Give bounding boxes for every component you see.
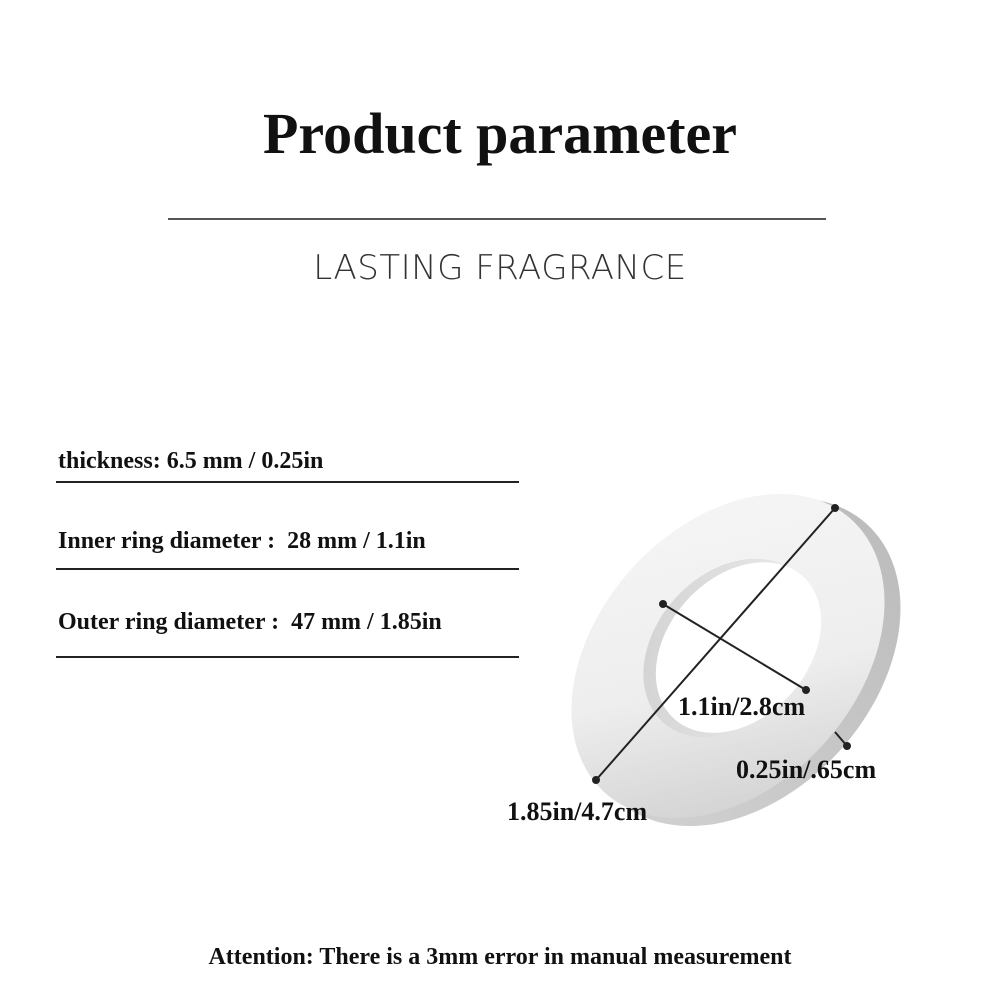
param-value: 28 mm / 1.1in xyxy=(287,528,426,554)
param-label: Inner ring diameter : xyxy=(58,528,276,554)
page-title: Product parameter xyxy=(262,101,738,166)
inner-diameter-label: 1.1in/2.8cm xyxy=(678,692,806,721)
param-value: 6.5 mm / 0.25in xyxy=(166,448,324,474)
thickness-label: 0.25in/.65cm xyxy=(736,755,877,784)
param-label: Outer ring diameter : xyxy=(58,609,280,635)
outer-diameter-label: 1.85in/4.7cm xyxy=(507,797,648,826)
param-label: thickness: xyxy=(58,448,161,474)
param-value: 47 mm / 1.85in xyxy=(291,609,442,635)
measurement-note: Attention: There is a 3mm error in manual measurement xyxy=(208,944,792,970)
subtitle: LASTING FRAGRANCE xyxy=(313,248,687,288)
